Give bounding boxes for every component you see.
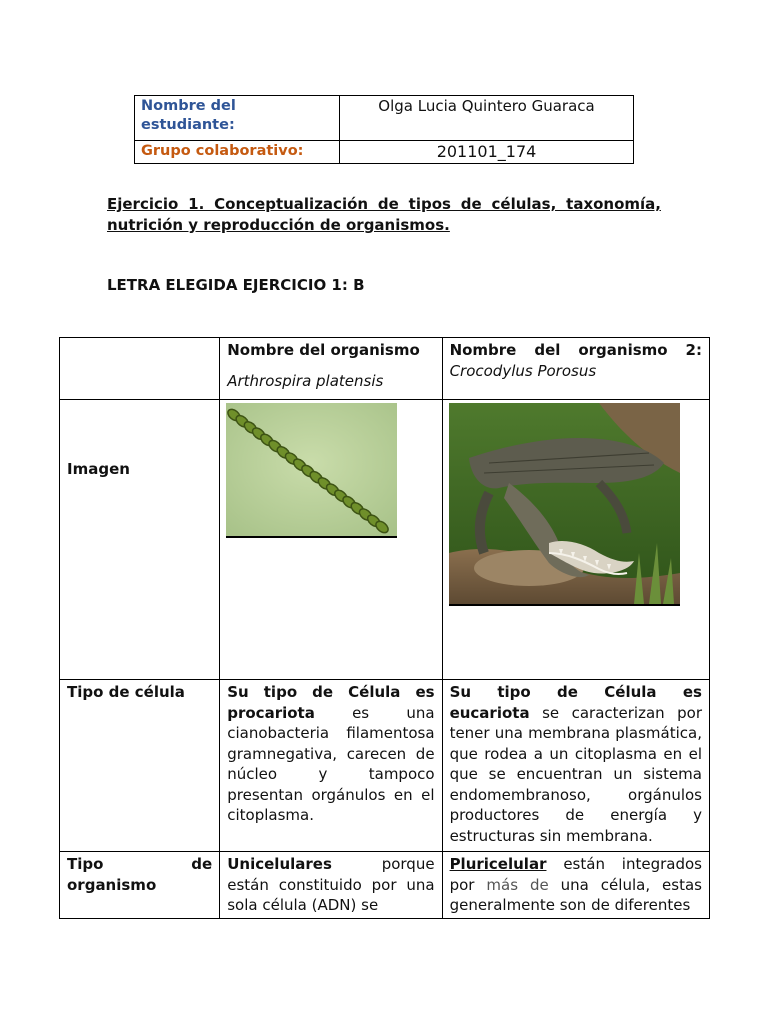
student-info-table	[134, 95, 634, 164]
crocodile-image	[449, 403, 680, 606]
org1-organism-type-kind: Unicelulares	[227, 855, 332, 873]
org2-cell-type-intro: Su tipo de Célula es	[449, 683, 702, 701]
student-name-label: Nombre del estudiante:	[135, 96, 340, 141]
spirulina-micrograph-icon	[226, 403, 397, 536]
cell-type-row	[60, 680, 710, 852]
crocodile-photo-icon	[449, 403, 680, 604]
org2-cell-type	[442, 680, 709, 852]
org1-cell-type-intro: Su tipo de Célula es	[227, 683, 435, 701]
organism-type-row	[60, 852, 710, 919]
org2-header: Nombre del organismo 2:	[449, 341, 702, 359]
org1-cell-type	[220, 680, 442, 852]
org1-cell-type-kind: procariota	[227, 703, 315, 722]
org1-header-cell	[220, 338, 442, 400]
image-row-label-text: Imagen	[67, 460, 130, 479]
org2-header-cell	[442, 338, 709, 400]
org2-organism-type-desc1: están integrados por	[449, 855, 702, 894]
org1-image-cell	[220, 400, 442, 680]
exercise-title: Ejercicio 1. Conceptualización de tipos de células, taxonomía, nutrición y reproducción de organismos.	[107, 195, 661, 234]
org2-organism-type-desc2: más de	[486, 875, 549, 894]
org2-organism-type	[442, 852, 709, 919]
org2-cell-type-kind: eucariota	[449, 703, 530, 722]
image-row	[60, 400, 710, 680]
org1-cell-type-desc: es una cianobacteria filamentosa gramnegativa, carecen de núcleo y tampoco presentan orgánulos en el citoplasma.	[227, 703, 435, 824]
org2-cell-type-desc: se caracterizan por tener una membrana plasmática, que rodea a un citoplasma en el que se encuentran un sistema endomembranoso, orgánulos productores de energía y estructuras sin membrana.	[449, 703, 702, 845]
student-name-value: Olga Lucia Quintero Guaraca	[340, 96, 634, 141]
org2-organism-type-desc3: una célula,	[560, 875, 651, 894]
org2-image-cell	[442, 400, 709, 680]
org2-organism-type-desc4: estas generalmente son de diferentes	[449, 875, 702, 914]
table-header-row	[60, 338, 710, 400]
image-row-label	[60, 400, 220, 680]
group-label: Grupo colaborativo:	[135, 141, 340, 164]
organism-type-label	[60, 852, 220, 919]
org2-organism-type-kind: Pluricelular	[449, 855, 547, 873]
spirulina-image	[226, 403, 397, 538]
organism-type-label-text: Tipo de organismo	[67, 855, 213, 894]
organism-type-label-line	[67, 854, 212, 895]
empty-header-cell	[60, 338, 220, 400]
org1-organism-type-desc: porque están constituido por una sola célula (ADN) se	[227, 855, 435, 914]
org1-header: Nombre del organismo	[227, 341, 420, 359]
organism-comparison-table	[59, 337, 710, 919]
cell-type-label: Tipo de célula	[60, 680, 220, 852]
group-value: 201101_174	[340, 141, 634, 164]
org1-name: Arthrospira platensis	[227, 371, 384, 390]
chosen-letter: LETRA ELEGIDA EJERCICIO 1: B	[107, 276, 365, 294]
org2-name: Crocodylus Porosus	[449, 361, 597, 380]
org1-organism-type	[220, 852, 442, 919]
